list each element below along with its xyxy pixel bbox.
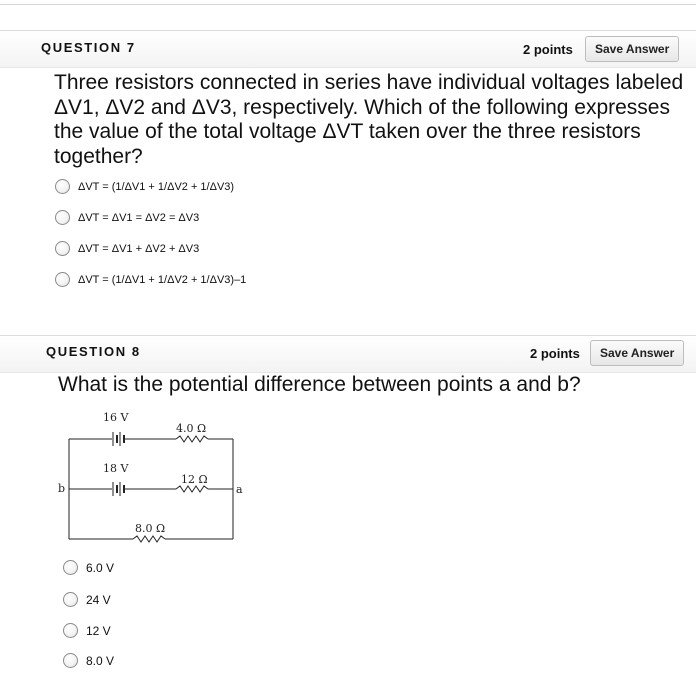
resistor-bottom-label: 8.0 Ω xyxy=(135,522,166,535)
radio-button[interactable] xyxy=(55,179,70,194)
battery-top xyxy=(113,432,124,446)
option-label: 24 V xyxy=(86,592,111,607)
radio-button[interactable] xyxy=(63,653,78,668)
question-7-option-2[interactable] xyxy=(55,210,199,225)
option-label: ΔVT = ΔV1 = ΔV2 = ΔV3 xyxy=(78,211,200,224)
resistor-middle xyxy=(176,486,208,492)
question-7-text: Three resistors connected in series have individual voltages labeled ΔV1, ΔV2 and ΔV3, respectively. Which of the following expresses the value of the total voltage ΔVT taken over the three resistors together? xyxy=(54,71,684,168)
battery-top-label: 16 V xyxy=(103,411,129,424)
option-label: 8.0 V xyxy=(86,653,115,668)
question-8-option-4[interactable] xyxy=(63,653,114,668)
battery-middle xyxy=(113,482,124,496)
point-a-label: a xyxy=(236,483,243,496)
question-7-option-3[interactable] xyxy=(55,241,199,256)
option-label: 12 V xyxy=(86,623,111,638)
question-8-title: QUESTION 8 xyxy=(46,344,141,359)
radio-button[interactable] xyxy=(63,560,78,575)
question-7-save-answer-button[interactable]: Save Answer xyxy=(585,36,679,62)
question-8-save-answer-button[interactable]: Save Answer xyxy=(590,340,684,366)
resistor-top-label: 4.0 Ω xyxy=(176,422,207,435)
question-8-option-2[interactable] xyxy=(63,592,111,607)
option-label: ΔVT = (1/ΔV1 + 1/ΔV2 + 1/ΔV3)–1 xyxy=(78,273,247,286)
point-b-label: b xyxy=(58,482,66,495)
page-top-divider xyxy=(0,0,696,5)
question-8-points: 2 points xyxy=(530,346,580,361)
radio-button[interactable] xyxy=(55,241,70,256)
question-8-option-1[interactable] xyxy=(63,560,114,575)
radio-button[interactable] xyxy=(55,272,70,287)
circuit-diagram xyxy=(55,405,255,550)
question-8-header xyxy=(0,335,696,373)
question-7-option-4[interactable] xyxy=(55,272,246,287)
radio-button[interactable] xyxy=(63,592,78,607)
question-8-text: What is the potential difference between points a and b? xyxy=(58,373,581,396)
question-7-title: QUESTION 7 xyxy=(41,40,136,55)
question-7-points: 2 points xyxy=(523,42,573,57)
option-label: ΔVT = (1/ΔV1 + 1/ΔV2 + 1/ΔV3) xyxy=(78,180,235,193)
question-8-option-3[interactable] xyxy=(63,623,111,638)
resistor-top xyxy=(176,436,208,442)
question-7-option-1[interactable] xyxy=(55,179,234,194)
radio-button[interactable] xyxy=(63,623,78,638)
battery-middle-label: 18 V xyxy=(103,462,129,475)
resistor-middle-label: 12 Ω xyxy=(181,473,208,486)
question-7-header xyxy=(0,30,696,68)
resistor-bottom xyxy=(133,536,165,542)
option-label: ΔVT = ΔV1 + ΔV2 + ΔV3 xyxy=(78,242,200,255)
radio-button[interactable] xyxy=(55,210,70,225)
option-label: 6.0 V xyxy=(86,560,115,575)
